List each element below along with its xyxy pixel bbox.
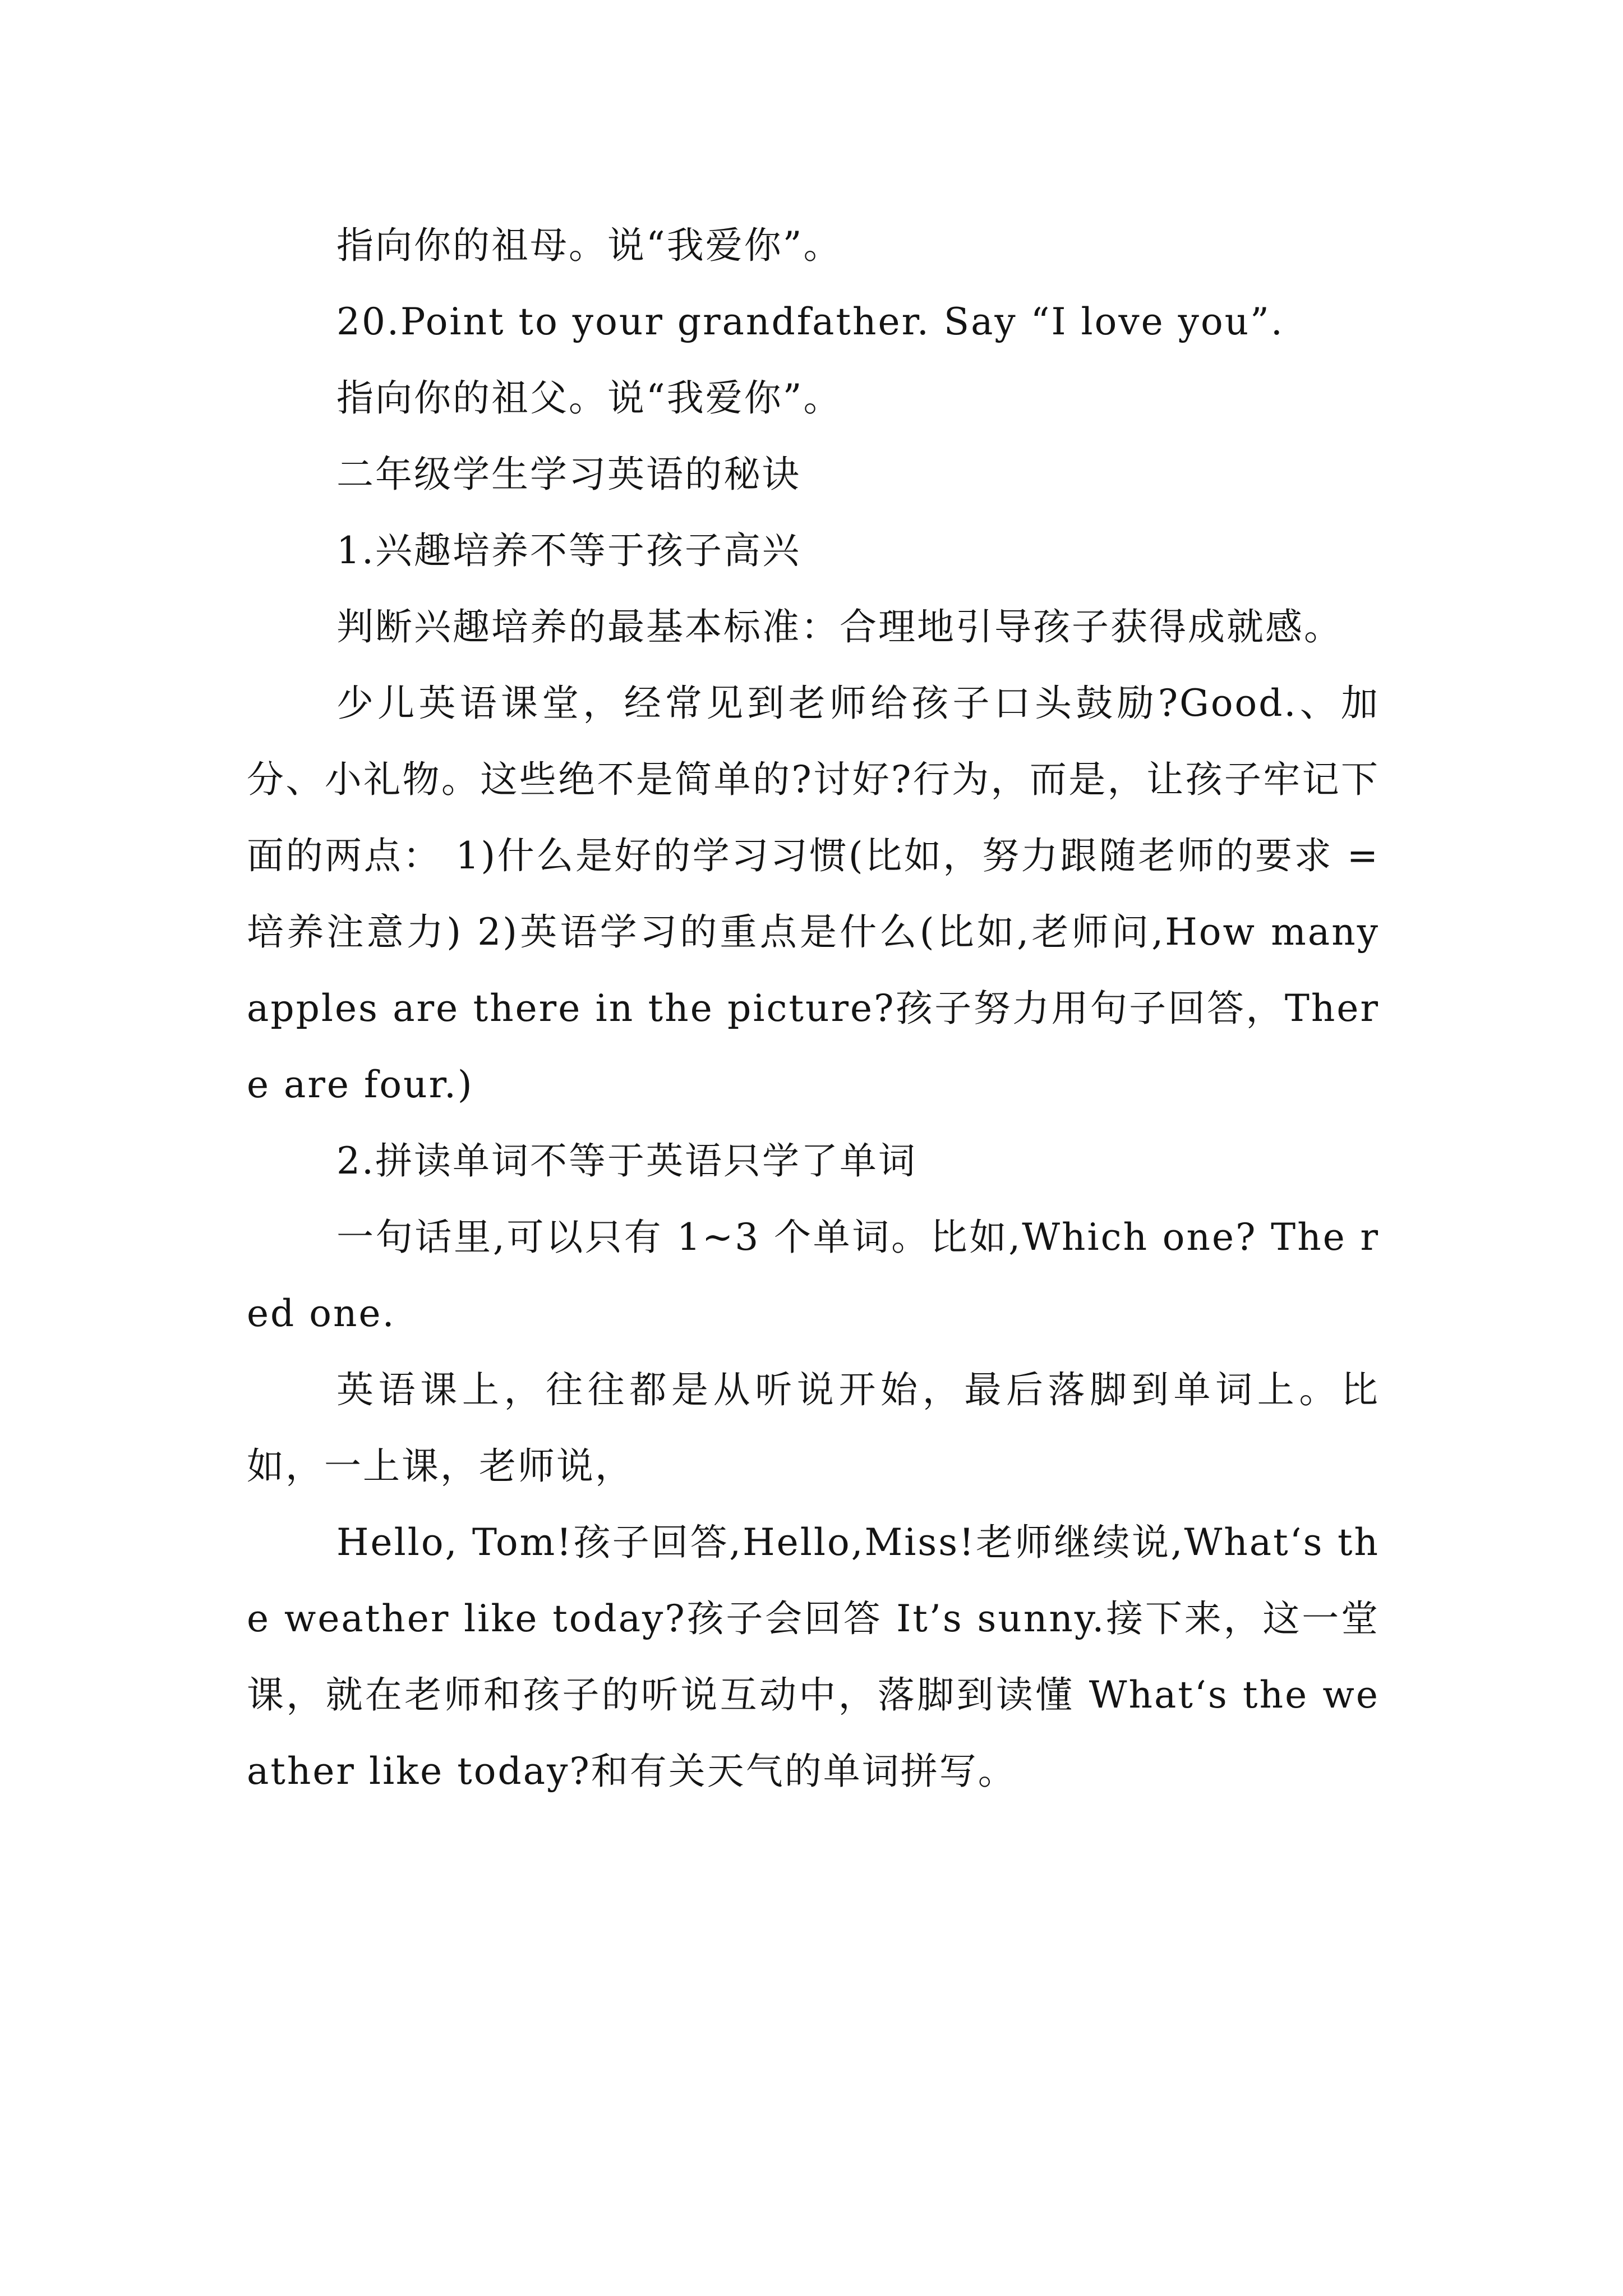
paragraph-listening: 英语课上，往往都是从听说开始，最后落脚到单词上。比如，一上课，老师说， bbox=[247, 1368, 1380, 1488]
subheading-1: 1.兴趣培养不等于孩子高兴 bbox=[336, 529, 801, 572]
paragraph-item-20: 20.Point to your grandfather. Say “I love you”. bbox=[336, 300, 1284, 343]
paragraph-dialogue: Hello, Tom!孩子回答,Hello,Miss!老师继续说,What‘s the weather like today?孩子会回答 It’s sunny.接下来，这一堂课，就在老师和孩子的听说互动中，落脚到读懂 What‘s the weather like today?和有关天气的单词拼写。 bbox=[247, 1521, 1380, 1793]
paragraph-standard: 判断兴趣培养的最基本标准：合理地引导孩子获得成就感。 bbox=[336, 605, 1343, 648]
subheading-2: 2.拼读单词不等于英语只学了单词 bbox=[336, 1139, 917, 1182]
paragraph-classroom: 少儿英语课堂，经常见到老师给孩子口头鼓励?Good.、加分、小礼物。这些绝不是简单的?讨好?行为，而是，让孩子牢记下面的两点： 1)什么是好的学习习惯(比如，努力跟随老师的要求 = 培养注意力) 2)英语学习的重点是什么(比如,老师问,How many apples are there in the picture?孩子努力用句子回答，There are four.) bbox=[247, 682, 1380, 1106]
paragraph-example: 一句话里,可以只有 1~3 个单词。比如,Which one? The red one. bbox=[247, 1216, 1380, 1335]
document-body bbox=[247, 208, 1380, 1810]
paragraph-grandmother-translation: 指向你的祖母。说“我爱你”。 bbox=[336, 224, 842, 267]
paragraph-grandfather-translation: 指向你的祖父。说“我爱你”。 bbox=[336, 376, 842, 420]
section-heading: 二年级学生学习英语的秘诀 bbox=[336, 453, 801, 496]
